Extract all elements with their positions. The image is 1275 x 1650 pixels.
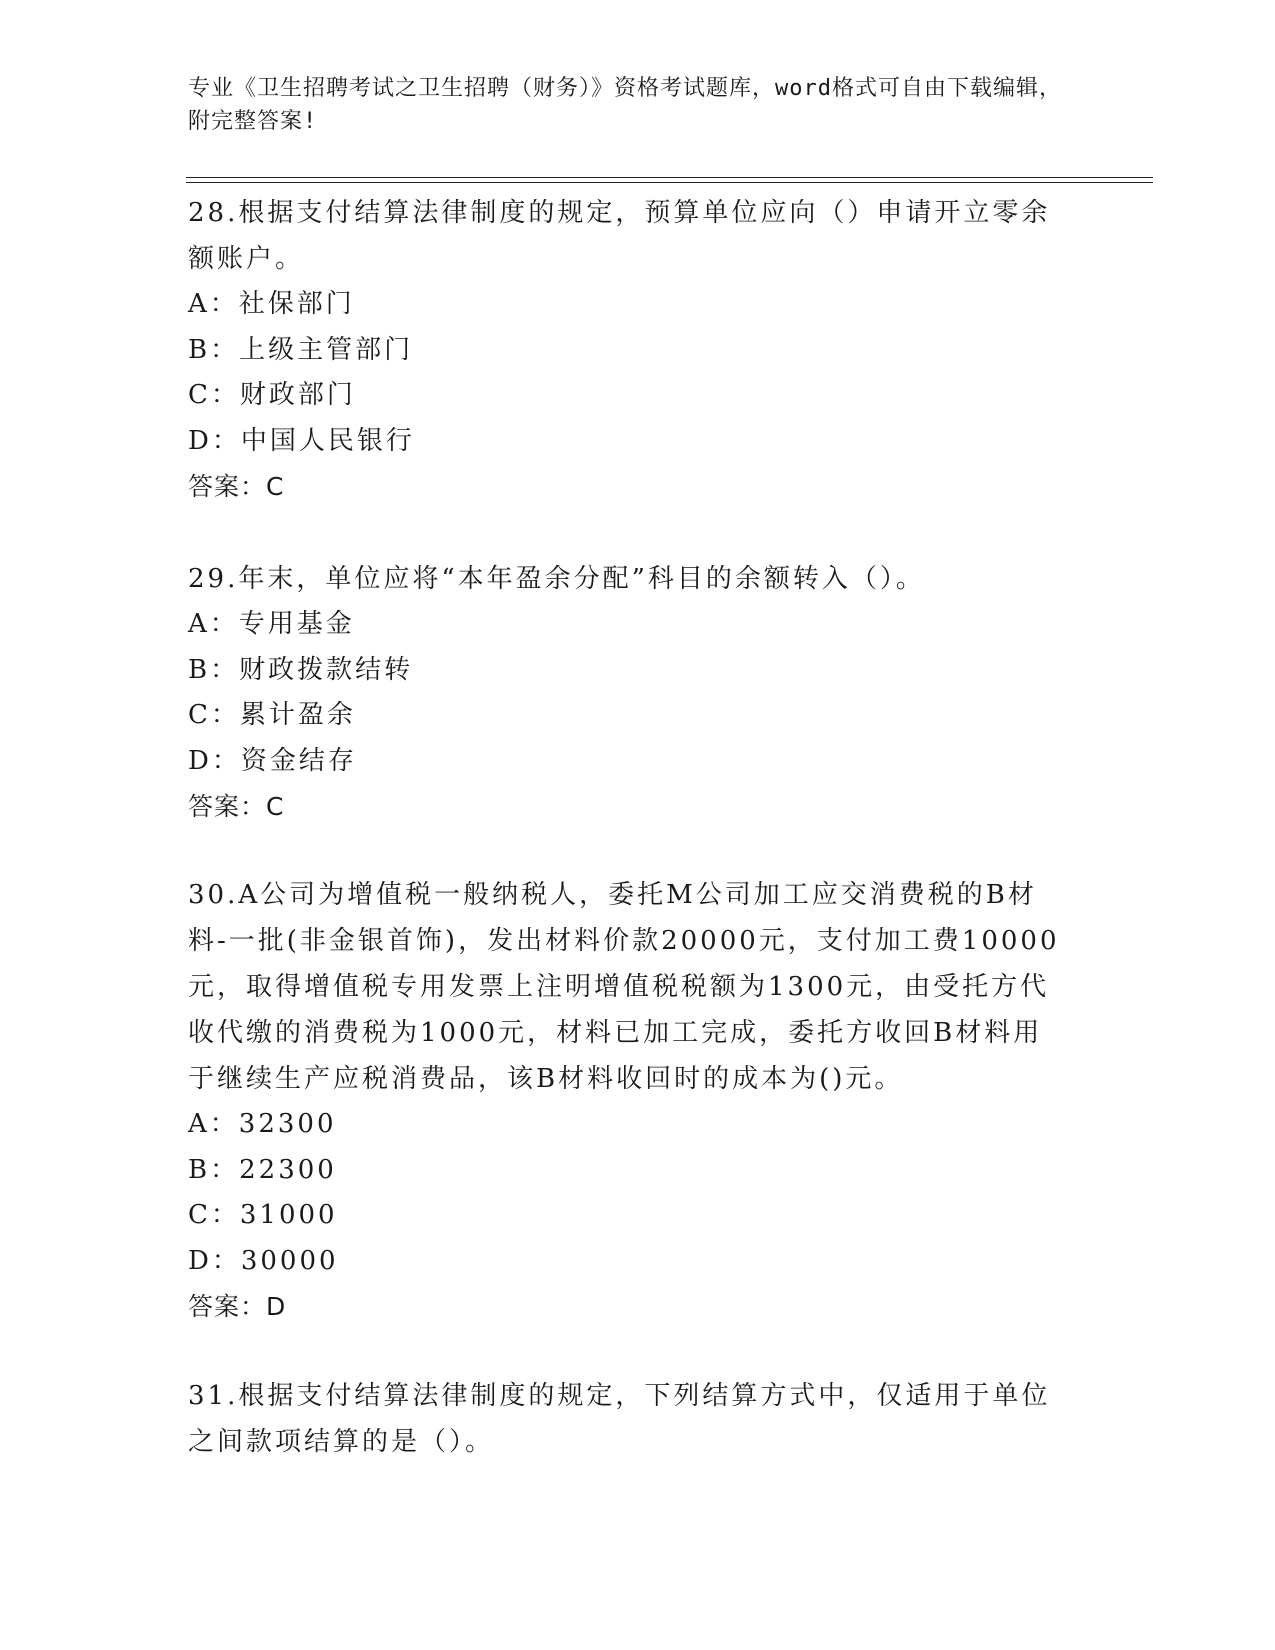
option-d: D：30000: [188, 1245, 339, 1276]
option-a: A：社保部门: [188, 289, 355, 319]
question-30: [188, 872, 1068, 1330]
answer: 答案：C: [188, 792, 285, 821]
option-c: C：31000: [188, 1200, 338, 1230]
document-intro: 专业《卫生招聘考试之卫生招聘（财务）》资格考试题库，word格式可自由下载编辑，附完整答案!: [188, 76, 1062, 134]
option-a: A：专用基金: [188, 609, 355, 639]
option-b: B：22300: [188, 1154, 337, 1185]
option-a: A：32300: [188, 1109, 337, 1139]
option-c: C：财政部门: [188, 380, 356, 410]
question-stem: 28.根据支付结算法律制度的规定，预算单位应向（）申请开立零余额账户。: [188, 198, 1051, 274]
answer: 答案：D: [188, 1292, 287, 1321]
option-d: D：资金结存: [188, 745, 357, 776]
question-stem: 30.A公司为增值税一般纳税人，委托M公司加工应交消费税的B材料-一批(非金银首饰)，发出材料价款20000元，支付加工费10000元，取得增值税专用发票上注明增值税税额为1300元，由受托方代收代缴的消费税为1000元，材料已加工完成，委托方收回B材料用于继续生产应税消费品，该B材料收回时的成本为()元。: [188, 880, 1060, 1094]
option-d: D：中国人民银行: [188, 425, 415, 456]
question-29: [188, 556, 1068, 830]
option-b: B：上级主管部门: [188, 334, 414, 365]
answer: 答案：C: [188, 472, 285, 501]
header-divider-top: [186, 177, 1153, 178]
option-c: C：累计盈余: [188, 700, 356, 730]
question-stem: 29.年末，单位应将“本年盈余分配”科目的余额转入（）。: [188, 564, 925, 594]
question-31: [188, 1373, 1068, 1465]
option-b: B：财政拨款结转: [188, 654, 414, 685]
question-stem: 31.根据支付结算法律制度的规定，下列结算方式中，仅适用于单位之间款项结算的是（）。: [188, 1381, 1051, 1457]
header-divider-bottom: [186, 182, 1153, 183]
question-28: [188, 190, 1068, 510]
